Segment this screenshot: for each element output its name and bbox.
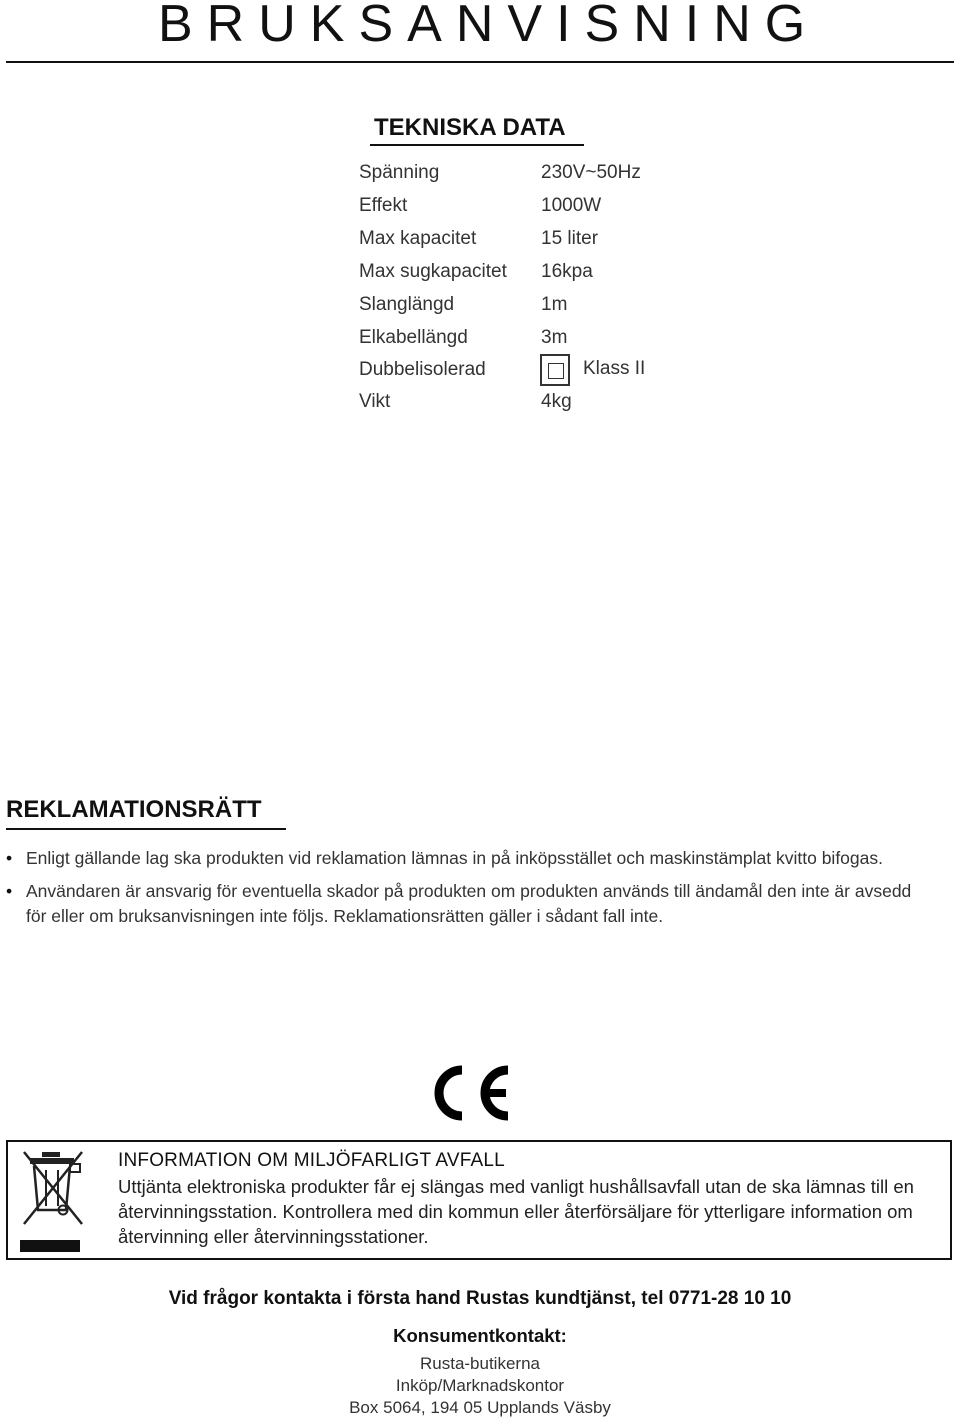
warranty-bullet-text: Användaren är ansvarig för eventuella skador på produkten om produkten används till ändamål den inte är avsedd för eller om bruksanvisningen inte följs. Reklamationsrätten gäller i sådant fall inte. — [26, 881, 912, 926]
waste-info-heading: INFORMATION OM MILJÖFARLIGT AVFALL — [118, 1150, 505, 1171]
spec-value-voltage: 230V~50Hz — [541, 162, 641, 183]
spec-value-cable-length: 3m — [541, 327, 568, 348]
title-divider — [6, 61, 954, 63]
warranty-underline — [6, 828, 286, 830]
document-title: BRUKSANVISNING — [158, 0, 820, 53]
tech-data-underline — [370, 144, 584, 146]
bullet-icon: • — [6, 848, 13, 868]
spec-label-voltage: Spänning — [359, 162, 440, 183]
consumer-contact-heading: Konsumentkontakt: — [393, 1325, 567, 1346]
bullet-icon: • — [6, 881, 13, 901]
spec-label-hose-length: Slanglängd — [359, 294, 455, 315]
spec-label-capacity: Max kapacitet — [359, 228, 477, 249]
spec-label-power: Effekt — [359, 195, 408, 216]
address-line-department: Inköp/Marknadskontor — [395, 1376, 565, 1395]
spec-label-weight: Vikt — [359, 391, 391, 412]
warranty-heading: REKLAMATIONSRÄTT — [6, 796, 262, 823]
spec-label-suction: Max sugkapacitet — [359, 261, 507, 282]
spec-value-insulation: Klass II — [583, 358, 646, 379]
list-item — [6, 846, 936, 871]
warranty-bullet-list — [6, 846, 936, 937]
spec-value-capacity: 15 liter — [541, 228, 599, 249]
double-insulation-icon — [540, 354, 570, 386]
ce-mark-icon — [428, 1064, 512, 1122]
crossed-out-bin-icon — [18, 1146, 88, 1254]
tech-data-heading: TEKNISKA DATA — [374, 114, 566, 141]
spec-value-weight: 4kg — [541, 391, 572, 412]
list-item — [6, 879, 936, 929]
spec-label-insulation: Dubbelisolerad — [359, 359, 486, 380]
customer-service-line: Vid frågor kontakta i första hand Rustas kundtjänst, tel 0771-28 10 10 — [168, 1288, 792, 1309]
spec-label-cable-length: Elkabellängd — [359, 327, 468, 348]
spec-value-suction: 16kpa — [541, 261, 593, 282]
spec-value-hose-length: 1m — [541, 294, 568, 315]
address-line-postal: Box 5064, 194 05 Upplands Väsby — [349, 1398, 611, 1417]
address-line-company: Rusta-butikerna — [419, 1354, 540, 1373]
warranty-bullet-text: Enligt gällande lag ska produkten vid reklamation lämnas in på inköpsstället och maskinstämplat kvitto bifogas. — [26, 848, 883, 868]
waste-info-text: Uttjänta elektroniska produkter får ej slängas med vanligt hushållsavfall utan de ska lämnas till en återvinningsstation. Kontrollera med din kommun eller återförsäljare för ytterligare information om återvinning eller återvinningsstationer. — [118, 1176, 914, 1247]
spec-value-power: 1000W — [541, 195, 602, 216]
